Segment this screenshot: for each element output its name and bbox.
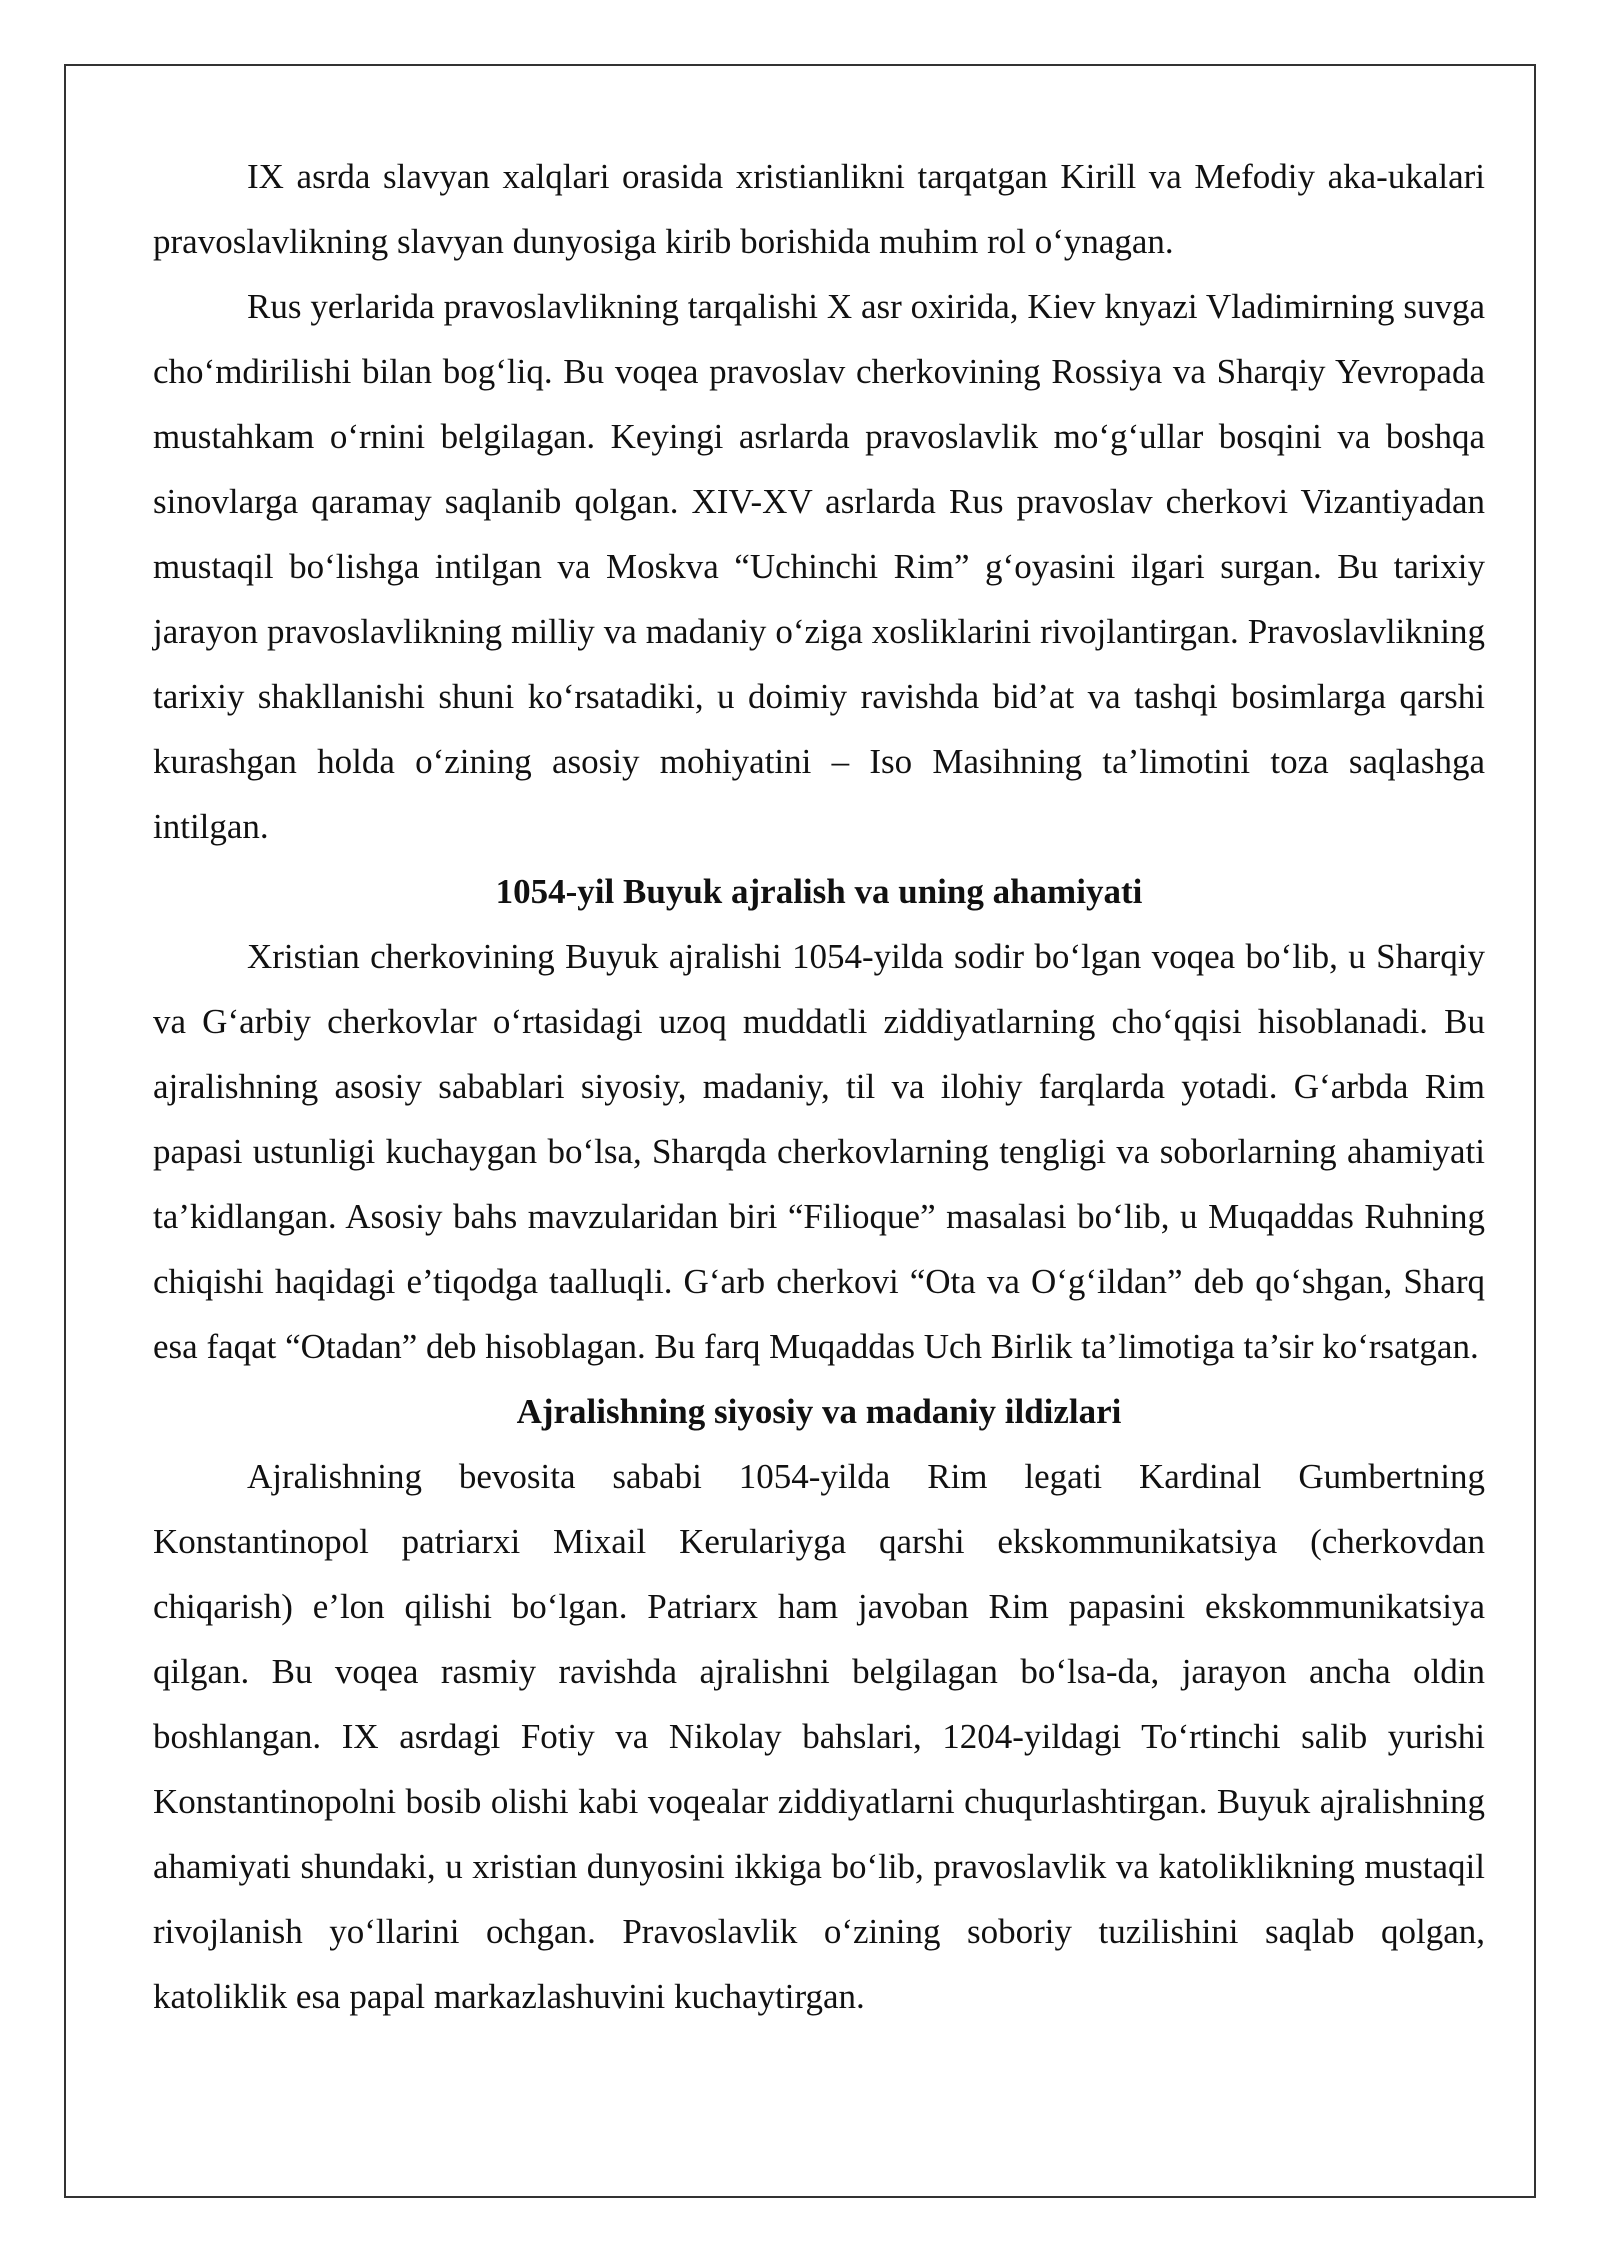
paragraph-buyuk-ajralish: Xristian cherkovining Buyuk ajralishi 1054-yilda sodir boʻlgan voqea boʻlib, u Sharqiy va Gʻarbiy cherkovlar oʻrtasidagi uzoq muddatli ziddiyatlarning choʻqqisi hisoblanadi. Bu ajralishning asosiy sabablari siyosiy, madaniy, til va ilohiy farqlarda yotadi. Gʻarbda Rim papasi ustunligi kuchaygan boʻlsa, Sharqda cherkovlarning tengligi va soborlarning ahamiyati ta’kidlangan. Asosiy bahs mavzularidan biri “Filioque” masalasi boʻlib, u Muqaddas Ruhning chiqishi haqidagi e’tiqodga taalluqli. Gʻarb cherkovi “Ota va Oʻgʻildan” deb qoʻshgan, Sharq esa faqat “Otadan” deb hisoblagan. Bu farq Muqaddas Uch Birlik ta’limotiga ta’sir koʻrsatgan.	[153, 937, 1485, 1366]
section-heading-buyuk-ajralish: 1054-yil Buyuk ajralish va uning ahamiyati	[495, 872, 1143, 911]
paragraph-siyosiy-ildizlar: Ajralishning bevosita sababi 1054-yilda Rim legati Kardinal Gumbertning Konstantinopol patriarxi Mixail Kerulariyga qarshi ekskommunikatsiya (cherkovdan chiqarish) e’lon qilishi boʻlgan. Patriarx ham javoban Rim papasini ekskommunikatsiya qilgan. Bu voqea rasmiy ravishda ajralishni belgilagan boʻlsa-da, jarayon ancha oldin boshlangan. IX asrdagi Fotiy va Nikolay bahslari, 1204-yildagi Toʻrtinchi salib yurishi Konstantinopolni bosib olishi kabi voqealar ziddiyatlarni chuqurlashtirgan. Buyuk ajralishning ahamiyati shundaki, u xristian dunyosini ikkiga boʻlib, pravoslavlik va katoliklikning mustaqil rivojlanish yoʻllarini ochgan. Pravoslavlik oʻzining soboriy tuzilishini saqlab qolgan, katoliklik esa papal markazlashuvini kuchaytirgan.	[153, 1457, 1485, 2016]
section-heading-siyosiy-ildizlar: Ajralishning siyosiy va madaniy ildizlari	[516, 1392, 1122, 1431]
paragraph-rus-pravoslavlik: Rus yerlarida pravoslavlikning tarqalishi X asr oxirida, Kiev knyazi Vladimirning suvga choʻmdirilishi bilan bogʻliq. Bu voqea pravoslav cherkovining Rossiya va Sharqiy Yevropada mustahkam oʻrnini belgilagan. Keyingi asrlarda pravoslavlik moʻgʻullar bosqini va boshqa sinovlarga qaramay saqlanib qolgan. XIV-XV asrlarda Rus pravoslav cherkovi Vizantiyadan mustaqil boʻlishga intilgan va Moskva “Uchinchi Rim” gʻoyasini ilgari surgan. Bu tarixiy jarayon pravoslavlikning milliy va madaniy oʻziga xosliklarini rivojlantirgan. Pravoslavlikning tarixiy shakllanishi shuni koʻrsatadiki, u doimiy ravishda bid’at va tashqi bosimlarga qarshi kurashgan holda oʻzining asosiy mohiyatini – Iso Masihning ta’limotini toza saqlashga intilgan.	[153, 287, 1485, 846]
document-body	[153, 144, 1485, 2029]
paragraph-kirill-mefodiy: IX asrda slavyan xalqlari orasida xristianlikni tarqatgan Kirill va Mefodiy aka-ukalari pravoslavlikning slavyan dunyosiga kirib borishida muhim rol oʻynagan.	[153, 157, 1485, 261]
